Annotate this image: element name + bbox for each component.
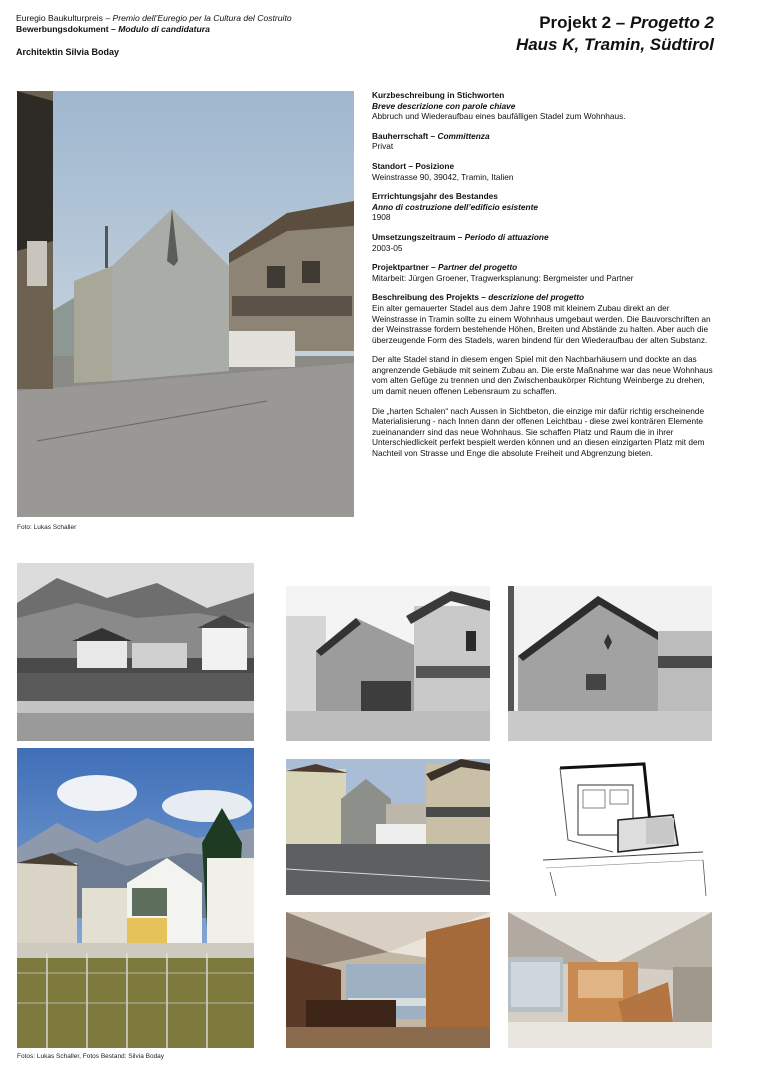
location-label: Standort – Posizione <box>372 160 455 171</box>
client-label-it: Committenza <box>437 130 490 141</box>
village-photo-image <box>17 563 254 741</box>
implementation-period <box>372 232 717 253</box>
project-subtitle: Haus K, Tramin, Südtirol <box>515 35 714 54</box>
header-line-2-it: Modulo di candidatura <box>118 24 210 34</box>
vineyard-image <box>17 748 254 1048</box>
gallery-photo-vineyard <box>17 748 254 1048</box>
interior-window-image <box>286 912 490 1048</box>
barn-corner-image <box>508 586 712 741</box>
header-line-2-de: Bewerbungsdokument – <box>16 24 119 34</box>
construction-year-label: Errrichtungsjahr des Bestandes <box>372 191 498 202</box>
gallery-photo-village <box>17 563 254 741</box>
description-label: Beschreibung des Projekts – <box>372 292 489 303</box>
architect-name: Architektin Silvia Boday <box>16 47 120 57</box>
header-line-1-it: Premio dell’Euregio per la Cultura del Costruito <box>112 13 292 23</box>
project-title <box>516 12 714 34</box>
gallery-floor-plan <box>538 760 708 896</box>
short-description <box>372 90 717 122</box>
header-right <box>516 12 714 56</box>
gallery-photo-street-color <box>286 759 490 895</box>
header-line-1 <box>16 13 292 24</box>
street-color-image <box>286 759 490 895</box>
partner-label-it: Partner del progetto <box>437 262 518 273</box>
project-partner <box>372 262 717 283</box>
short-description-label-it: Breve descrizione con parole chiave <box>372 100 516 111</box>
construction-year-value: 1908 <box>372 212 391 223</box>
project-title-it: Progetto 2 <box>629 13 714 32</box>
client-label: Bauherrschaft – <box>372 130 438 141</box>
description-label-it: descrizione del progetto <box>488 292 585 303</box>
short-description-value: Abbruch und Wiederaufbau eines baufälligen Stadel zum Wohnhaus. <box>372 111 626 122</box>
gallery-caption: Fotos: Lukas Schaller, Fotos Bestand: Silvia Boday <box>17 1053 165 1060</box>
construction-year-label-it: Anno di costruzione dell’edificio esistente <box>372 201 538 212</box>
gallery-photo-barn-street <box>286 586 490 741</box>
partner-label: Projektpartner – <box>372 262 438 273</box>
main-photo-image <box>17 91 354 517</box>
period-label-it: Periodo di attuazione <box>464 231 549 242</box>
gallery-photo-interior-loft <box>508 912 712 1048</box>
construction-year <box>372 191 717 223</box>
floor-plan-drawing <box>538 760 708 896</box>
short-description-label: Kurzbeschreibung in Stichworten <box>372 90 505 100</box>
main-photo <box>17 91 354 517</box>
project-title-de: Projekt 2 – <box>539 13 630 32</box>
header-left <box>16 13 292 58</box>
gallery-photo-interior-window <box>286 912 490 1048</box>
header-line-2 <box>16 24 292 35</box>
project-description <box>372 292 717 458</box>
description-paragraph-2: Der alte Stadel stand in diesem engen Spiel mit den Nachbarhäusern und dockte an das angrenzende Gebäude mit seinem Zubau an. Die erste Maßnahme war das neue Wohnhaus vom alten Gefüge zu trennen und den Zwischenbaukörper Richtung Weinberge zu drehen, um damit neuen offenen Lebensraum zu schaffen. <box>372 354 713 397</box>
client <box>372 131 717 152</box>
gallery-photo-barn-corner <box>508 586 712 741</box>
period-value: 2003-05 <box>372 242 403 253</box>
project-info <box>372 90 717 468</box>
partner-value: Mitarbeit: Jürgen Groener, Tragwerksplanung: Bergmeister und Partner <box>372 272 634 283</box>
header-line-1-de: Euregio Baukulturpreis – <box>16 13 113 23</box>
location-value: Weinstrasse 90, 39042, Tramin, Italien <box>372 171 514 182</box>
description-paragraph-1: Ein alter gemauerter Stadel aus dem Jahre 1908 mit kleinem Zubau direkt an der Weinstrasse in Tramin sollte zu einem Wohnhaus umgebaut werden. Die Bauvorschriften an der Weinstrasse fordern bestehende Höhen, Breiten und Abstände zu halten. Aber auch die überzeugende Form des Stadels, waren bindend für den Wiederaufbau der alten Substanz. <box>372 302 711 345</box>
period-label: Umsetzungszeitraum – <box>372 231 465 242</box>
main-photo-caption: Foto: Lukas Schaller <box>17 524 77 531</box>
location <box>372 161 717 182</box>
interior-loft-image <box>508 912 712 1048</box>
description-paragraph-3: Die „harten Schalen“ nach Aussen in Sichtbeton, die einzige mir dafür richtig erscheinende Materialisierung - nach Innen dann der offenen Leichtbau - diese zwei konträren Elemente zueinananderr sind das neue Wohnhaus. Sie schaffen Platz und Raum die in ihrer Unterschiedlickeit perfekt bespielt werden können und an diesen einzigarten Platz mit dem Nachteil von Strasse und Enge die absolute Freiheit und Abgrenzung bieten. <box>372 405 705 459</box>
client-value: Privat <box>372 141 394 152</box>
barn-street-image <box>286 586 490 741</box>
